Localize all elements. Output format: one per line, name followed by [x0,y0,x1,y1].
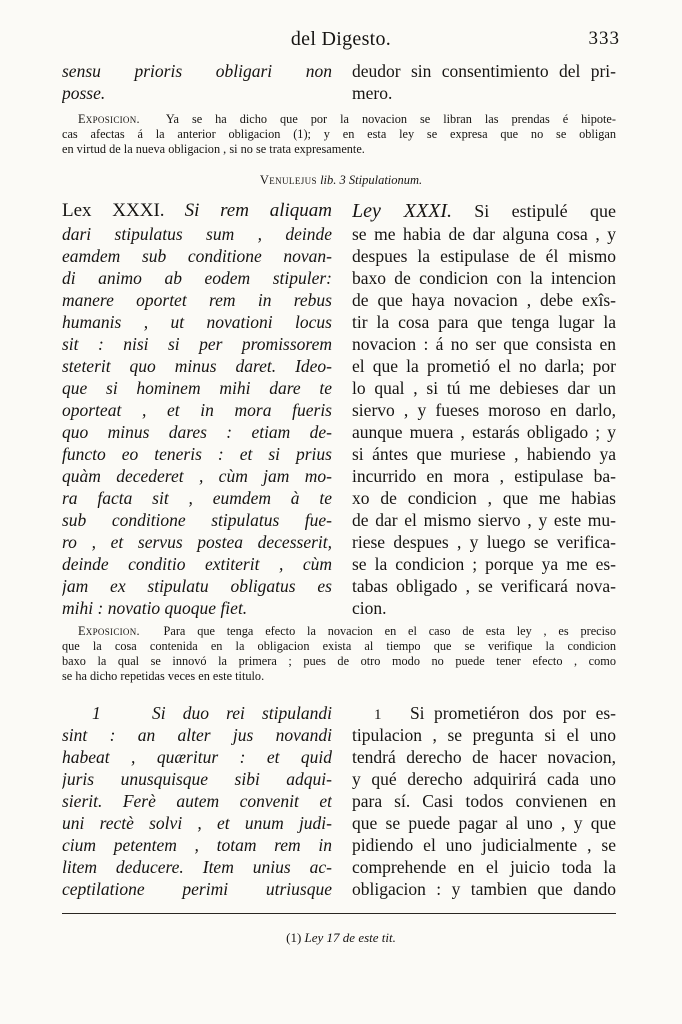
latin-line: ra facta sit , eumdem à te [62,488,332,508]
spanish-line: que se puede pagar al uno , y que [352,813,616,833]
spanish-line: baxo de condicion con la intencion [352,268,616,288]
latin-line: dari stipulatus sum , deinde [62,224,332,244]
latin-line: cium petentem , totam rem in [62,835,332,855]
latin-line: oporteat , et in mora fueris [62,400,332,420]
section-1-latin [62,702,332,900]
latin-line: quàm decederet , cùm jam mo- [62,466,332,486]
latin-line: deinde conditio extiterit , cùm [62,554,332,574]
latin-line: sierit. Ferè autem convenit et [62,791,332,811]
latin-line: ceptilatione perimi utriusque [62,879,332,899]
page-number: 333 [588,28,620,49]
spanish-line: tipulacion , se pregunta si el uno [352,725,616,745]
ley-label: Ley XXXI. [352,200,453,222]
spanish-line: novacion : á no ser que consista en [352,334,616,354]
spanish-line: incurrido en mora , estipulase ba- [352,466,616,486]
top-spanish-line: mero. [352,83,393,103]
section-1-spanish [352,702,616,900]
exposicion-label: Exposicion. [78,624,140,638]
spanish-line: siervo , y fueses moroso en darlo, [352,400,616,420]
top-latin-line: posse. [62,83,106,103]
spanish-line: xo de condicion , que me habias [352,488,616,508]
top-spanish-line: deudor sin consentimiento del pri- [352,61,616,81]
latin-line: quo minus dares : etiam de- [62,422,332,442]
latin-line: sub conditione stipulatus fue- [62,510,332,530]
spanish-line: para sí. Casi todos convienen en [352,791,616,811]
latin-line: juris unusquisque sibi adqui- [62,769,332,789]
exposicion-label: Exposicion. [78,112,140,126]
exposicion-1 [62,112,616,157]
spanish-line: obligacion : y tambien que dando [352,879,616,899]
spanish-line: si ántes que muriese , habiendo ya [352,444,616,464]
lex-label: Lex XXXI. [62,200,165,221]
exposicion-text: baxo la qual se innovó la primera ; pues de otro modo no puede tener efecto , como [62,654,616,668]
footnote [0,930,682,946]
latin-line: functo eo teneris : et si prius [62,444,332,464]
spanish-line: riese despues , y luego se verifica- [352,532,616,552]
latin-line: habeat , quæritur : et quid [62,747,332,767]
latin-line: ro , et servus postea decesserit, [62,532,332,552]
lex-31-latin [62,199,332,619]
latin-line: manere oportet rem in rebus [62,290,332,310]
spanish-line: se me habia de dar alguna cosa , y [352,224,616,244]
latin-line: jam ex stipulatu obligatus es [62,576,332,596]
spanish-line: se la condicion ; porque ya me es- [352,554,616,574]
exposicion-text: cas afectas á la anterior obligacion (1); y en esta ley se expresa que no se obligan [62,127,616,141]
spanish-line: de que haya novacion , debe exîs- [352,290,616,310]
latin-line: uni rectè solvi , et unum judi- [62,813,332,833]
exposicion-text: se ha dicho repetidas veces en este titulo. [62,669,265,683]
section-first-line: Si duo rei stipulandi [152,703,332,723]
section-number: 1 [92,703,101,723]
latin-line: que si hominem mihi dare te [62,378,332,398]
exposicion-text: Ya se ha dicho que por la novacion se libran las prendas é hipote- [165,112,616,126]
exposicion-text: Para que tenga efecto la novacion en el caso de esta ley , es preciso [163,624,616,638]
latin-line: litem deducere. Item unius ac- [62,857,332,877]
ley-31-spanish [352,199,616,619]
latin-line: sint : an alter jus novandi [62,725,332,745]
spanish-line: tabas obligado , se verificará nova- [352,576,616,596]
spanish-line: tir la cosa para que tenga lugar la [352,312,616,332]
lex-first-line: Si rem aliquam [184,200,332,221]
spanish-line: pidiendo el uno judicialmente , se [352,835,616,855]
section-number: 1 [374,707,382,723]
footnote-marker: (1) [286,930,302,945]
section-first-line: Si prometiéron dos por es- [409,703,616,723]
spanish-line: lo qual , si tú me debieses dar un [352,378,616,398]
spanish-line: comprehende en el juicio toda la [352,857,616,877]
exposicion-2 [62,624,616,684]
top-spanish-block [352,60,616,104]
spanish-line: el que la prometió el no darla; por [352,356,616,376]
exposicion-text: en virtud de la nueva obligacion , si no se trata expresamente. [62,142,365,156]
footnote-rule [62,913,616,914]
spanish-line: aunque muera , estarás obligado ; y [352,422,616,442]
spanish-line: y qué derecho adquirirá cada uno [352,769,616,789]
running-head-title: del Digesto. [290,28,392,50]
latin-line: sit : nisi si per promissorem [62,334,332,354]
spanish-line: cion. [352,598,387,618]
source-byline [0,173,682,188]
exposicion-text: que la cosa contenida en la obligacion exista al tiempo que se verifique la condicion [62,639,616,653]
ley-first-line: Si estipulé que [474,201,616,221]
spanish-line: despues la estipulase de él mismo [352,246,616,266]
latin-line: humanis , ut novationi locus [62,312,332,332]
latin-line: steterit quo minus daret. Ideo- [62,356,332,376]
author-name: Venulejus [259,173,317,187]
spanish-line: de dar el mismo siervo , y este mu- [352,510,616,530]
latin-line: mihi : novatio quoque fiet. [62,598,248,618]
latin-line: di animo ab eodem stipuler: [62,268,332,288]
source-work: lib. 3 Stipulationum. [320,173,423,187]
latin-line: eamdem sub conditione novan- [62,246,332,266]
spanish-line: tendrá derecho de hacer novacion, [352,747,616,767]
top-latin-block [62,60,332,104]
top-latin-line: sensu prioris obligari non [62,61,332,81]
footnote-text: Ley 17 de este tit. [304,930,396,945]
